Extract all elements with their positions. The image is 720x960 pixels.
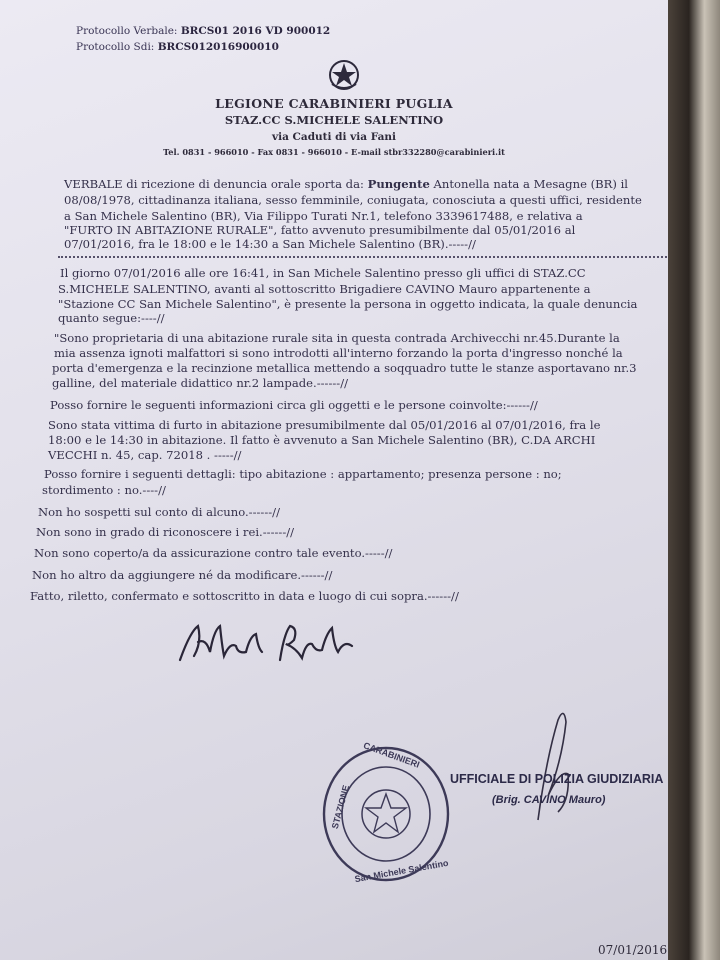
officer-signature xyxy=(518,700,588,834)
legione-title: LEGIONE CARABINIERI PUGLIA xyxy=(215,96,453,111)
stazione-title: STAZ.CC S.MICHELE SALENTINO xyxy=(224,113,444,127)
protocollo-sdi: Protocollo Sdi: BRCS012016900010 xyxy=(76,41,279,53)
protocollo-verbale: Protocollo Verbale: BRCS01 2016 VD 900012 xyxy=(76,25,331,37)
contacts: Tel. 0831 - 966010 - Fax 0831 - 966010 - E-mail stbr332280@carabinieri.it xyxy=(163,147,505,157)
complainant-signature xyxy=(176,612,366,676)
officer-title: UFFICIALE DI POLIZIA GIUDIZIARIA xyxy=(450,772,664,786)
dotted-separator xyxy=(58,256,670,258)
carabinieri-stamp: CARABINIERI STAZIONE San Michele Salentino xyxy=(318,740,454,894)
document-page: Protocollo Verbale: BRCS01 2016 VD 900012 Protocollo Sdi: BRCS012016900010 LEGIONE CARABINIERI PUGLIA STAZ.CC S.MICHELE SALENTINO via Caduti di via Fani Tel. 0831 - 966010 - Fax 0831 - 966010 - E-mail stbr332280@carabinieri.it VERBALE di ricezione di denuncia orale sporta da: Pungente Antonella nata a Mesagne (BR) il 08/08/1978, cittadinanza italiana, sesso femminile, coniugata, conosciuta a questi uffici, residente a San Michele Salentino (BR), Via Filippo Turati Nr.1, telefono 3339617488, e relativa a "FURTO IN ABITAZIONE RURALE", fatto avvenuto presumibilmente dal 05/01/2016 al 07/01/2016, fra le 18:00 e le 14:30 a San Michele Salentino (BR).-----// Il giorno 07/01/2016 alle ore 16:41, in San Michele Salentino presso gli uffici di STAZ.CC S.MICHELE SALENTINO, avanti al sottoscritto Brigadiere CAVINO Mauro appartenente a "Stazione CC San Michele Salentino", è presente la persona in oggetto indicata, la quale denuncia quanto segue:----// "Sono proprietaria di una abitazione rurale sita in questa contrada Archivecchi nr.45.Durante la mia assenza ignoti malfattori si sono introdotti all'interno forzando la porta d'ingresso nonché la porta d'emergenza e la recinzione metallica mettendo a soqquadro tutte le stanze asportavano nr.3 galline, del materiale didattico nr.2 lampade.------// Posso fornire le seguenti informazioni circa gli oggetti e le persone coinvolte:------// Sono stata vittima di furto in abitazione presumibilmente dal 05/01/2016 al 07/01/2016, fra le 18:00 e le 14:30 in abitazione. Il fatto è avvenuto a San Michele Salentino (BR), C.DA ARCHI VECCHI n. 45, cap. 72018 . -----// Posso fornire i seguenti dettagli: tipo abitazione : appartamento; presenza persone : no; stordimento : no.----// Non ho sospetti sul conto di alcuno.------// Non sono in grado di riconoscere i rei.------// Non sono coperto/a da assicurazione contro tale evento.-----// Non ho altro da aggiungere né da modificare.------// Fatto, riletto, confermato e sottoscritto in data e luogo di cui sopra.------// CARABINIERI STAZIONE San Michele Salentino UFFICIALE DI POLIZIA GIUDIZIARIA (Brig. CAVINO Mauro) 07/01/2016 xyxy=(0,0,668,960)
republic-emblem-icon xyxy=(328,58,360,92)
officer-name: (Brig. CAVINO Mauro) xyxy=(492,794,606,806)
address: via Caduti di via Fani xyxy=(271,131,397,143)
background-surface xyxy=(668,0,720,960)
footer-date: 07/01/2016 xyxy=(598,943,668,957)
